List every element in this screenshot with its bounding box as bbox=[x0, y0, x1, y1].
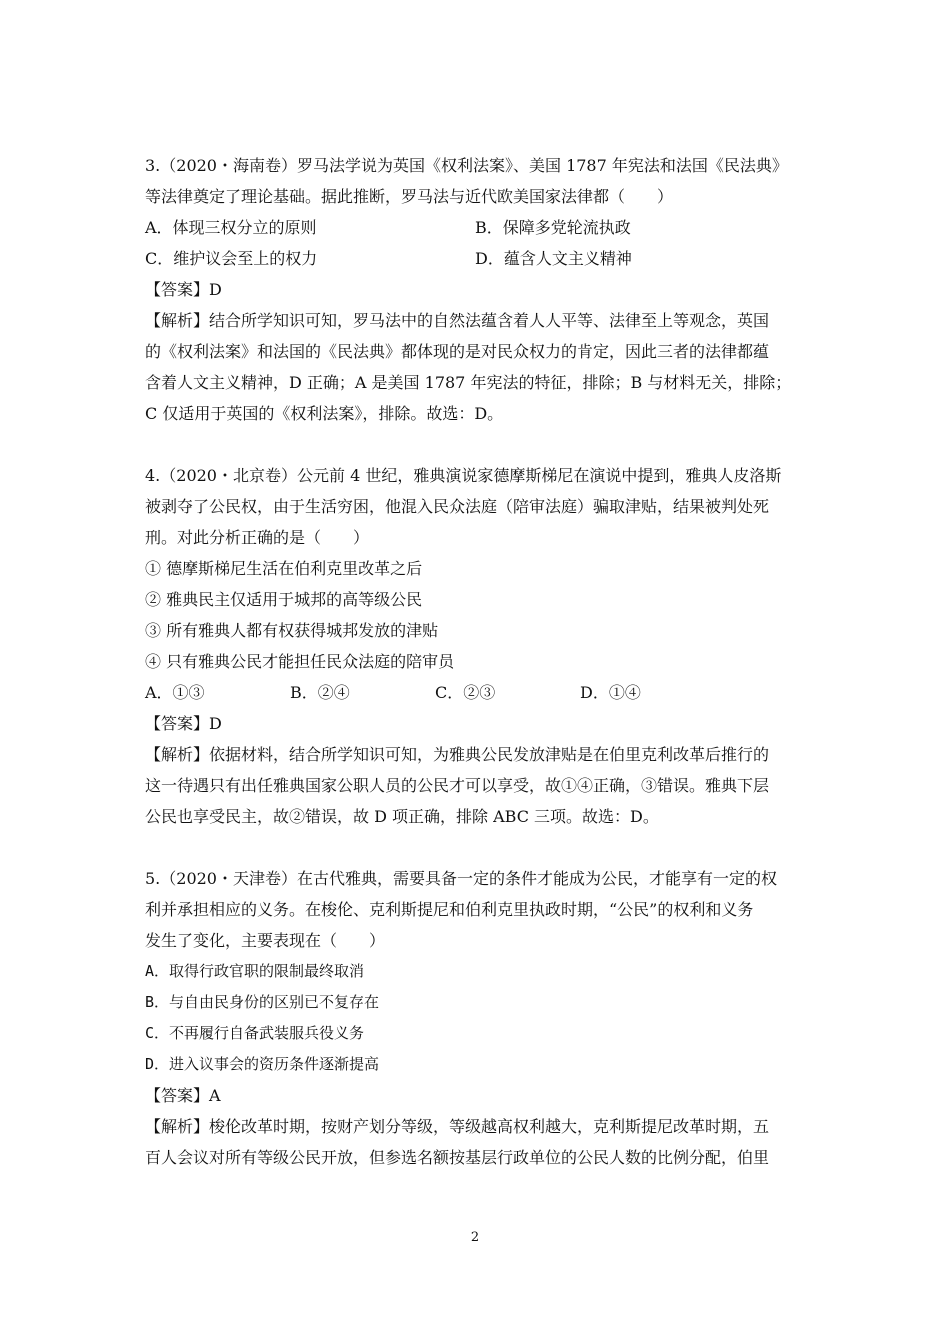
question-3 bbox=[145, 150, 810, 429]
option-d: D．进入议事会的资历条件逐渐提高 bbox=[145, 1055, 380, 1073]
option-b: B．②④ bbox=[290, 683, 350, 702]
question-4-options-row bbox=[145, 677, 810, 708]
question-5-stem-line: 5.（2020・天津卷）在古代雅典，需要具备一定的条件才能成为公民，才能享有一定的权 bbox=[145, 869, 777, 888]
question-4-stem-line: 被剥夺了公民权，由于生活穷困，他混入民众法庭（陪审法庭）骗取津贴，结果被判处死 bbox=[145, 497, 770, 516]
question-3-answer: 【答案】D bbox=[145, 280, 222, 299]
question-4 bbox=[145, 460, 810, 832]
option-a: A．取得行政官职的限制最终取消 bbox=[145, 962, 365, 980]
question-5 bbox=[145, 863, 810, 1173]
question-5-answer: 【答案】A bbox=[145, 1086, 221, 1105]
question-5-analysis-line: 【解析】梭伦改革时期，按财产划分等级，等级越高权利越大，克利斯提尼改革时期，五 bbox=[145, 1117, 770, 1136]
option-d: D．①④ bbox=[580, 683, 641, 702]
question-3-analysis-line: 的《权利法案》和法国的《民法典》都体现的是对民众权力的肯定，因此三者的法律都蕴 bbox=[145, 342, 770, 361]
option-a: A．体现三权分立的原则 bbox=[145, 218, 317, 237]
question-5-analysis-line: 百人会议对所有等级公民开放，但参选名额按基层行政单位的公民人数的比例分配，伯里 bbox=[145, 1148, 770, 1167]
option-b: B．与自由民身份的区别已不复存在 bbox=[145, 993, 380, 1011]
option-d: D．蕴含人文主义精神 bbox=[475, 249, 632, 268]
option-c: C．②③ bbox=[435, 683, 496, 702]
option-c: C．维护议会至上的权力 bbox=[145, 249, 318, 268]
document-body bbox=[145, 150, 810, 1173]
question-4-analysis-line: 【解析】依据材料，结合所学知识可知，为雅典公民发放津贴是在伯里克利改革后推行的 bbox=[145, 745, 770, 764]
question-3-options-row bbox=[145, 243, 810, 274]
statement-3: ③ 所有雅典人都有权获得城邦发放的津贴 bbox=[145, 621, 439, 640]
question-4-answer: 【答案】D bbox=[145, 714, 222, 733]
question-3-options-row bbox=[145, 212, 810, 243]
spacer bbox=[145, 429, 810, 460]
statement-4: ④ 只有雅典公民才能担任民众法庭的陪审员 bbox=[145, 652, 455, 671]
option-c: C．不再履行自备武装服兵役义务 bbox=[145, 1024, 365, 1042]
option-a: A．①③ bbox=[145, 683, 205, 702]
question-3-analysis-line: C 仅适用于英国的《权利法案》，排除。故选：D。 bbox=[145, 404, 504, 423]
option-b: B．保障多党轮流执政 bbox=[475, 218, 631, 237]
question-3-stem-line: 等法律奠定了理论基础。据此推断，罗马法与近代欧美国家法律都（ ） bbox=[145, 187, 674, 206]
question-4-analysis-line: 这一待遇只有出任雅典国家公职人员的公民才可以享受，故①④正确，③错误。雅典下层 bbox=[145, 776, 770, 795]
question-3-analysis-line: 含着人文主义精神，D 正确；A 是美国 1787 年宪法的特征，排除；B 与材料无关，排除； bbox=[145, 373, 792, 392]
question-3-analysis-line: 【解析】结合所学知识可知，罗马法中的自然法蕴含着人人平等、法律至上等观念，英国 bbox=[145, 311, 770, 330]
page-number: 2 bbox=[470, 1230, 480, 1245]
spacer bbox=[145, 832, 810, 863]
question-4-stem-line: 刑。对此分析正确的是（ ） bbox=[145, 528, 370, 547]
statement-1: ① 德摩斯梯尼生活在伯利克里改革之后 bbox=[145, 559, 423, 578]
question-4-analysis-line: 公民也享受民主，故②错误，故 D 项正确，排除 ABC 三项。故选：D。 bbox=[145, 807, 659, 826]
question-5-stem-line: 发生了变化，主要表现在（ ） bbox=[145, 931, 386, 950]
question-4-stem-line: 4.（2020・北京卷）公元前 4 世纪，雅典演说家德摩斯梯尼在演说中提到，雅典人皮洛斯 bbox=[145, 466, 782, 485]
question-3-stem-line: 3.（2020・海南卷）罗马法学说为英国《权利法案》、美国 1787 年宪法和法国《民法典》 bbox=[145, 156, 788, 175]
question-5-stem-line: 利并承担相应的义务。在梭伦、克利斯提尼和伯利克里执政时期，“公民”的权利和义务 bbox=[145, 900, 754, 919]
statement-2: ② 雅典民主仅适用于城邦的高等级公民 bbox=[145, 590, 423, 609]
